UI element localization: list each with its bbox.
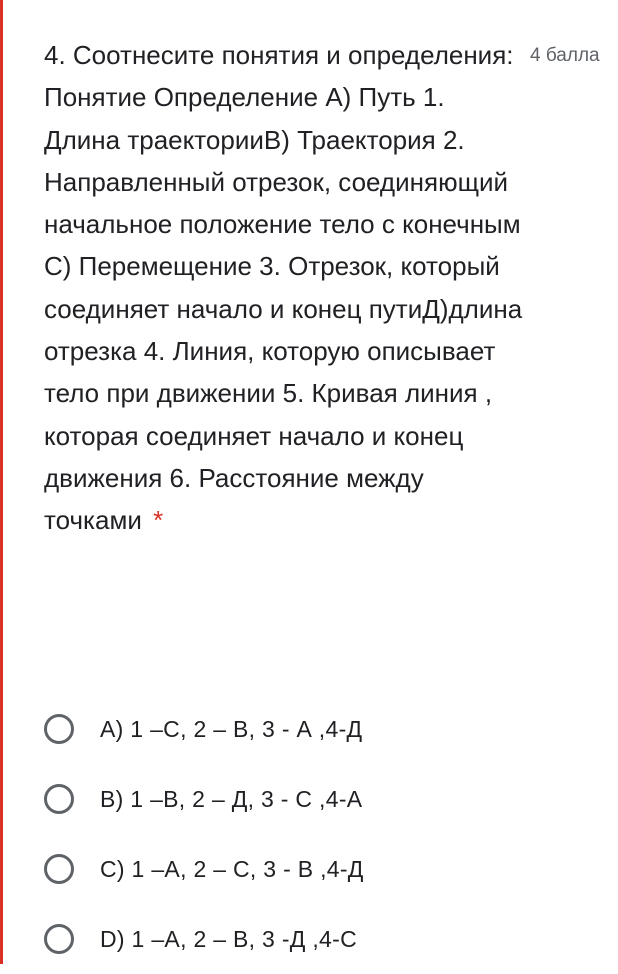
error-indicator-bar	[0, 0, 3, 964]
radio-button-c[interactable]	[44, 854, 74, 884]
radio-button-b[interactable]	[44, 784, 74, 814]
option-b-label: B) 1 –В, 2 – Д, 3 - С ,4-А	[100, 785, 363, 812]
option-d-label: D) 1 –А, 2 – В, 3 -Д ,4-С	[100, 925, 357, 952]
required-asterisk: *	[153, 505, 164, 536]
option-a-label: A) 1 –С, 2 – В, 3 - А ,4-Д	[100, 715, 363, 742]
option-a[interactable]	[44, 694, 584, 764]
radio-options-list	[44, 694, 584, 974]
question-title	[44, 34, 524, 542]
question-text: 4. Соотнесите понятия и определения: Понятие Определение А) Путь 1. Длина траекторииВ) Траектория 2. Направленный отрезок, соединяющий начальное положение тело с конечным С) Перемещение 3. Отрезок, который соединяет начало и конец путиД)длина отрезка 4. Линия, которую описывает тело при движении 5. Кривая линия , которая соединяет начало и конец движения 6. Расстояние между точками	[44, 40, 523, 536]
points-label: 4 балла	[530, 45, 600, 66]
option-c[interactable]	[44, 834, 584, 904]
option-c-label: C) 1 –А, 2 – С, 3 - В ,4-Д	[100, 855, 364, 882]
radio-button-a[interactable]	[44, 714, 74, 744]
option-b[interactable]	[44, 764, 584, 834]
radio-button-d[interactable]	[44, 924, 74, 954]
